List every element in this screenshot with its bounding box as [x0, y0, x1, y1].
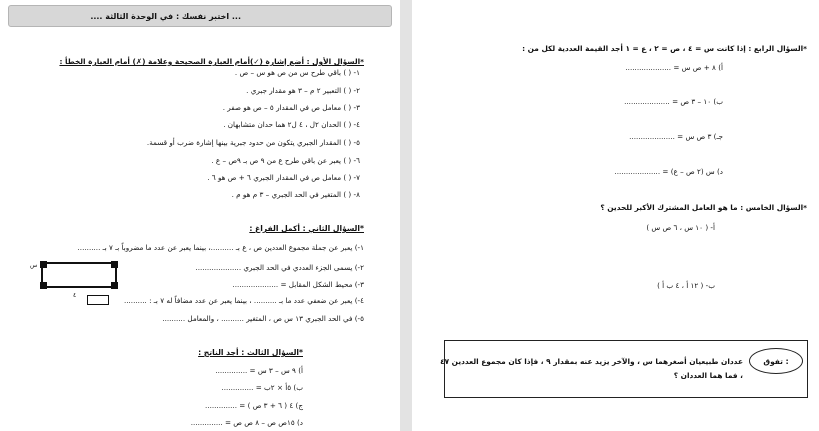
- q3-item: ج) ٤ ( ٦ + ٣ ص ) = ..............: [205, 401, 303, 410]
- q5-part-b: ب- ( ١٢ أ ، ٤ ب أ ): [657, 281, 715, 290]
- page-gutter: [400, 0, 412, 431]
- q4-item: ب) ١٠ – ٣ ص = ....................: [624, 97, 723, 106]
- q1-item: ٧- ( ) معامل ص في المقدار الجبري ٦ + ص هو ٦ .: [207, 173, 360, 182]
- q2-title: *السؤال الثاني : أكمل الفراغ :: [249, 224, 364, 233]
- q3-title: *السؤال الثالث : أجد الناتج :: [198, 348, 303, 357]
- q3-item: أ) ٩ س – ٣ س = ..............: [215, 366, 303, 375]
- challenge-line-2: ، فما هما العددان ؟: [673, 371, 743, 380]
- q4-title: *السؤال الرابع : إذا كانت س = ٤ ، ص = ٢ ، ع = ١ أجد القيمة العددية لكل من :: [522, 44, 807, 53]
- left-page: [0, 0, 400, 431]
- q3-item: د) ١٥ص ص – ٨ ص ص = ..............: [190, 418, 303, 427]
- q4-item: جـ) ٣ ص س = ....................: [629, 132, 723, 141]
- right-page: [412, 0, 819, 431]
- q2-item: ٣-) محيط الشكل المقابل = ....................: [232, 280, 364, 289]
- challenge-box: [440, 340, 808, 398]
- small-rectangle-figure: [87, 295, 109, 305]
- q5-title: *السؤال الخامس : ما هو العامل المشترك الأكبر للحدين ؟: [600, 203, 807, 212]
- unit-header-title: ... اختبر نفسك : في الوحدة الثالثة ....: [90, 12, 241, 21]
- q3-item: ب) ٥أ × ٢ب = ..............: [221, 383, 303, 392]
- unit-header-band: [8, 5, 392, 27]
- small-figure-label: ٤: [73, 292, 77, 299]
- q1-item: ٦- ( ) يعبر عن باقي طرح ع من ٩ ص بـ ٩ص – ع .: [211, 156, 360, 165]
- q1-item: ٨- ( ) المتغير في الحد الجبري – ٣ م هو م .: [231, 190, 360, 199]
- q1-title: *السؤال الأول : أضع إشارة (✓)أمام العبارة الصحيحة وعلامة (✗) أمام العبارة الخطأ :: [59, 57, 364, 66]
- challenge-line-1: عددان طبيعيان أصغرهما س ، والآخر يزيد عنه بمقدار ٩ ، فإذا كان مجموع العددين ٤٧: [440, 357, 743, 366]
- q2-item: ٢-) يسمى الجزء العددي في الحد الجبري ....................: [195, 263, 364, 272]
- q5-part-a: أ- ( ١٠ س ، ٦ ص س ): [646, 223, 715, 232]
- q1-item: ٣- ( ) معامل ص في المقدار ٥ – ص هو صفر .: [222, 103, 360, 112]
- q1-item: ٢- ( ) التعبير ٢ م – ٣ هو مقدار جبري .: [246, 86, 360, 95]
- q4-item: د) س (٢ ص – ع) = ....................: [614, 167, 723, 176]
- challenge-cloud-label: تفوق :: [749, 348, 803, 374]
- q1-item: ٥- ( ) المقدار الجبري يتكون من حدود جبرية بينها إشارة ضرب أو قسمة.: [146, 138, 360, 147]
- q1-item: ٤- ( ) الحدان ٢ل ، ٤ ل٢ هما حدان متشابهان .: [223, 120, 360, 129]
- figure-side-label: س: [30, 262, 38, 269]
- q2-item: ١-) يعبر عن جملة مجموع العددين ص ، ع بـ ..........، بينما يعبر عن عدد ما مضروباً بـ ٧ بـ ..........: [77, 243, 364, 252]
- q2-item: ٥-) في الحد الجبري ١٣ س ص ، المتغير .......... ، والمعامل ..........: [162, 314, 364, 323]
- q4-item: أ) ٨ + ص س = ....................: [625, 63, 723, 72]
- q2-item: ٤-) يعبر عن ضعفي عدد ما بـ .......... ، بينما يعبر عن عدد مضافاً له ٧ بـ : ..........: [123, 296, 364, 305]
- perimeter-figure: [41, 262, 117, 288]
- q1-item: ١- ( ) باقي طرح س من ص هو س – ص .: [234, 68, 360, 77]
